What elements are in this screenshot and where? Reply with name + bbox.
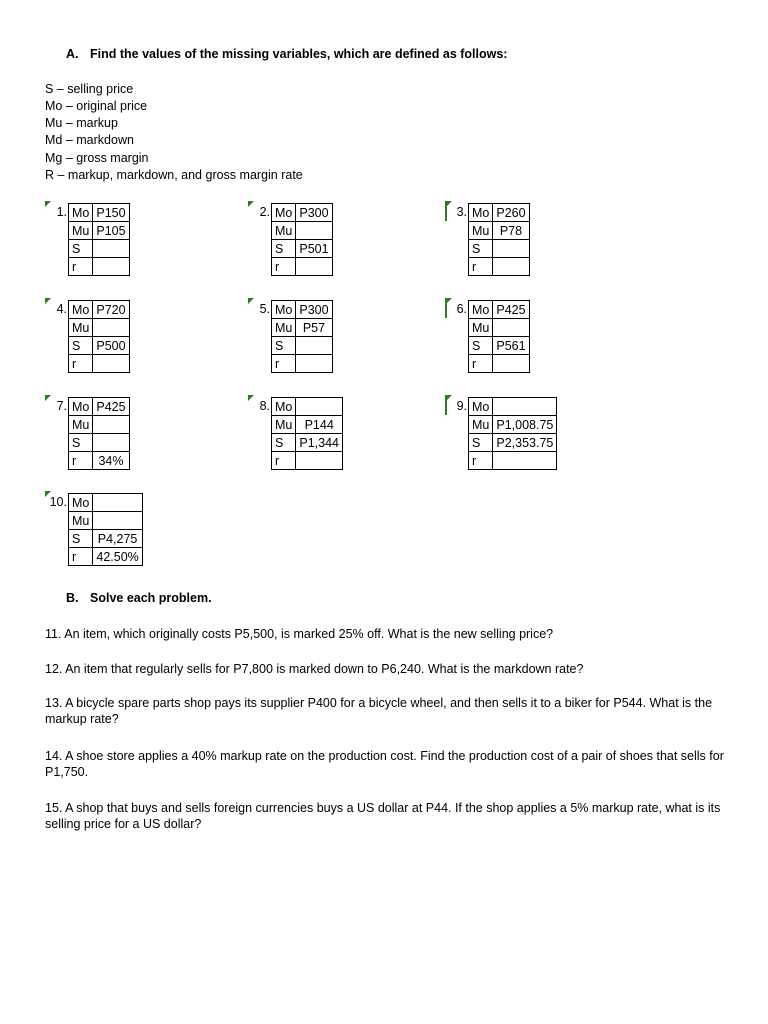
table-row <box>69 204 130 222</box>
table-row <box>272 319 333 337</box>
variable-value-cell: P150 <box>93 204 129 222</box>
table-row <box>272 452 343 470</box>
variable-value-cell: P501 <box>296 240 332 258</box>
variable-value-cell <box>93 258 129 276</box>
table-row <box>69 355 130 373</box>
table-number: 2. <box>259 205 270 219</box>
table-row <box>69 494 143 512</box>
variable-value-cell <box>493 398 557 416</box>
table-row <box>469 319 530 337</box>
values-table <box>468 397 557 470</box>
variable-name-cell: Mu <box>469 416 493 434</box>
problem-item: 14. A shoe store applies a 40% markup rate on the production cost. Find the production cost of a pair of shoes that sells for P1,750. <box>45 749 724 779</box>
table-row <box>469 434 557 452</box>
table-row <box>469 398 557 416</box>
variable-name-cell: Mo <box>469 301 493 319</box>
variable-value-cell: P144 <box>296 416 343 434</box>
variable-value-cell <box>493 319 529 337</box>
table-row <box>469 337 530 355</box>
table-number: 1. <box>56 205 67 219</box>
variable-value-cell: P105 <box>93 222 129 240</box>
variable-name-cell: r <box>69 355 93 373</box>
variable-value-cell <box>493 452 557 470</box>
variable-value-cell <box>296 398 343 416</box>
table-row <box>272 204 333 222</box>
variable-name-cell: Mo <box>69 301 93 319</box>
table-row <box>69 416 130 434</box>
table-row <box>69 240 130 258</box>
table-number: 7. <box>56 399 67 413</box>
variable-name-cell: Mo <box>69 204 93 222</box>
variable-value-cell <box>296 222 332 240</box>
table-number: 6. <box>456 302 467 316</box>
table-row <box>69 530 143 548</box>
values-table <box>468 300 530 373</box>
variable-value-cell: 42.50% <box>93 548 142 566</box>
table-row <box>272 222 333 240</box>
variable-name-cell: r <box>469 258 493 276</box>
definition-item: Mu – markup <box>45 116 118 130</box>
definition-item: S – selling price <box>45 82 134 96</box>
table-number: 10. <box>49 495 67 509</box>
values-table <box>68 493 143 566</box>
variable-value-cell: P1,008.75 <box>493 416 557 434</box>
definition-item: Md – markdown <box>45 133 134 147</box>
table-row <box>69 319 130 337</box>
variable-name-cell: S <box>69 337 93 355</box>
section-b-title: Solve each problem. <box>90 591 212 605</box>
variable-value-cell: 34% <box>93 452 129 470</box>
variable-value-cell: P300 <box>296 204 332 222</box>
variable-name-cell: Mu <box>69 222 93 240</box>
table-row <box>469 204 530 222</box>
problem-item: 13. A bicycle spare parts shop pays its supplier P400 for a bicycle wheel, and then sells it to a biker for P544. What is the markup rate? <box>45 696 713 726</box>
variable-name-cell: S <box>272 434 296 452</box>
table-row <box>272 337 333 355</box>
variable-name-cell: S <box>272 337 296 355</box>
variable-name-cell: Mo <box>272 398 296 416</box>
table-row <box>469 301 530 319</box>
table-row <box>272 301 333 319</box>
values-table <box>68 203 130 276</box>
variable-name-cell: r <box>272 355 296 373</box>
table-number: 3. <box>456 205 467 219</box>
problem-item: 15. A shop that buys and sells foreign currencies buys a US dollar at P44. If the shop applies a 5% markup rate, what is its selling price for a US dollar? <box>45 801 721 831</box>
variable-value-cell <box>296 355 332 373</box>
table-row <box>69 301 130 319</box>
variable-value-cell <box>93 355 129 373</box>
variable-value-cell <box>296 452 343 470</box>
variable-value-cell <box>493 240 529 258</box>
variable-name-cell: S <box>469 337 493 355</box>
variable-name-cell: Mo <box>69 494 93 512</box>
variable-name-cell: r <box>272 258 296 276</box>
variable-name-cell: r <box>469 452 493 470</box>
definition-item: Mg – gross margin <box>45 151 149 165</box>
variable-value-cell <box>296 258 332 276</box>
problem-item: 12. An item that regularly sells for P7,800 is marked down to P6,240. What is the markdown rate? <box>45 662 584 676</box>
variable-value-cell <box>93 240 129 258</box>
values-table <box>271 397 343 470</box>
variable-value-cell <box>93 434 129 452</box>
variable-name-cell: Mu <box>69 512 93 530</box>
variable-name-cell: Mu <box>469 222 493 240</box>
values-table <box>68 300 130 373</box>
variable-value-cell <box>93 512 142 530</box>
values-table <box>468 203 530 276</box>
variable-name-cell: S <box>69 434 93 452</box>
variable-value-cell: P425 <box>93 398 129 416</box>
table-row <box>469 355 530 373</box>
variable-value-cell: P4,275 <box>93 530 142 548</box>
table-row <box>469 258 530 276</box>
variable-value-cell: P2,353.75 <box>493 434 557 452</box>
variable-value-cell: P561 <box>493 337 529 355</box>
variable-name-cell: Mo <box>469 398 493 416</box>
table-number: 9. <box>456 399 467 413</box>
values-table <box>68 397 130 470</box>
variable-name-cell: S <box>272 240 296 258</box>
variable-value-cell: P57 <box>296 319 332 337</box>
variable-name-cell: r <box>272 452 296 470</box>
table-row <box>69 548 143 566</box>
variable-value-cell: P720 <box>93 301 129 319</box>
table-number: 8. <box>259 399 270 413</box>
definition-item: Mo – original price <box>45 99 148 113</box>
variable-name-cell: Mu <box>272 416 296 434</box>
variable-name-cell: Mu <box>272 222 296 240</box>
variable-value-cell <box>93 319 129 337</box>
variable-value-cell <box>93 494 142 512</box>
variable-value-cell: P260 <box>493 204 529 222</box>
variable-value-cell: P500 <box>93 337 129 355</box>
table-row <box>69 258 130 276</box>
variable-name-cell: r <box>69 258 93 276</box>
values-table <box>271 300 333 373</box>
table-row <box>69 512 143 530</box>
variable-name-cell: r <box>69 452 93 470</box>
table-row <box>69 452 130 470</box>
variable-value-cell: P425 <box>493 301 529 319</box>
variable-name-cell: Mo <box>469 204 493 222</box>
variable-name-cell: r <box>469 355 493 373</box>
section-b-label: B. <box>66 591 79 605</box>
variable-name-cell: Mo <box>272 204 296 222</box>
variable-name-cell: Mu <box>469 319 493 337</box>
variable-value-cell <box>493 258 529 276</box>
variable-value-cell <box>93 416 129 434</box>
variable-value-cell: P300 <box>296 301 332 319</box>
definition-item: R – markup, markdown, and gross margin rate <box>45 168 303 182</box>
table-row <box>272 258 333 276</box>
section-a-title: Find the values of the missing variables, which are defined as follows: <box>90 47 508 61</box>
table-row <box>469 452 557 470</box>
table-row <box>469 240 530 258</box>
variable-name-cell: S <box>69 530 93 548</box>
table-row <box>69 434 130 452</box>
variable-name-cell: S <box>469 434 493 452</box>
variable-value-cell <box>296 337 332 355</box>
variable-name-cell: S <box>469 240 493 258</box>
variable-value-cell <box>493 355 529 373</box>
table-row <box>272 398 343 416</box>
variable-name-cell: Mu <box>69 319 93 337</box>
variable-name-cell: Mu <box>272 319 296 337</box>
table-row <box>69 398 130 416</box>
table-row <box>469 222 530 240</box>
table-row <box>69 222 130 240</box>
variable-name-cell: r <box>69 548 93 566</box>
table-row <box>469 416 557 434</box>
table-row <box>272 416 343 434</box>
values-table <box>271 203 333 276</box>
table-number: 5. <box>259 302 270 316</box>
problem-item: 11. An item, which originally costs P5,500, is marked 25% off. What is the new selling price? <box>45 627 554 641</box>
variable-value-cell: P78 <box>493 222 529 240</box>
variable-name-cell: Mo <box>69 398 93 416</box>
section-a-label: A. <box>66 47 79 61</box>
variable-name-cell: S <box>69 240 93 258</box>
table-row <box>272 240 333 258</box>
variable-value-cell: P1,344 <box>296 434 343 452</box>
variable-name-cell: Mu <box>69 416 93 434</box>
table-row <box>69 337 130 355</box>
table-row <box>272 355 333 373</box>
variable-name-cell: Mo <box>272 301 296 319</box>
table-number: 4. <box>56 302 67 316</box>
table-row <box>272 434 343 452</box>
